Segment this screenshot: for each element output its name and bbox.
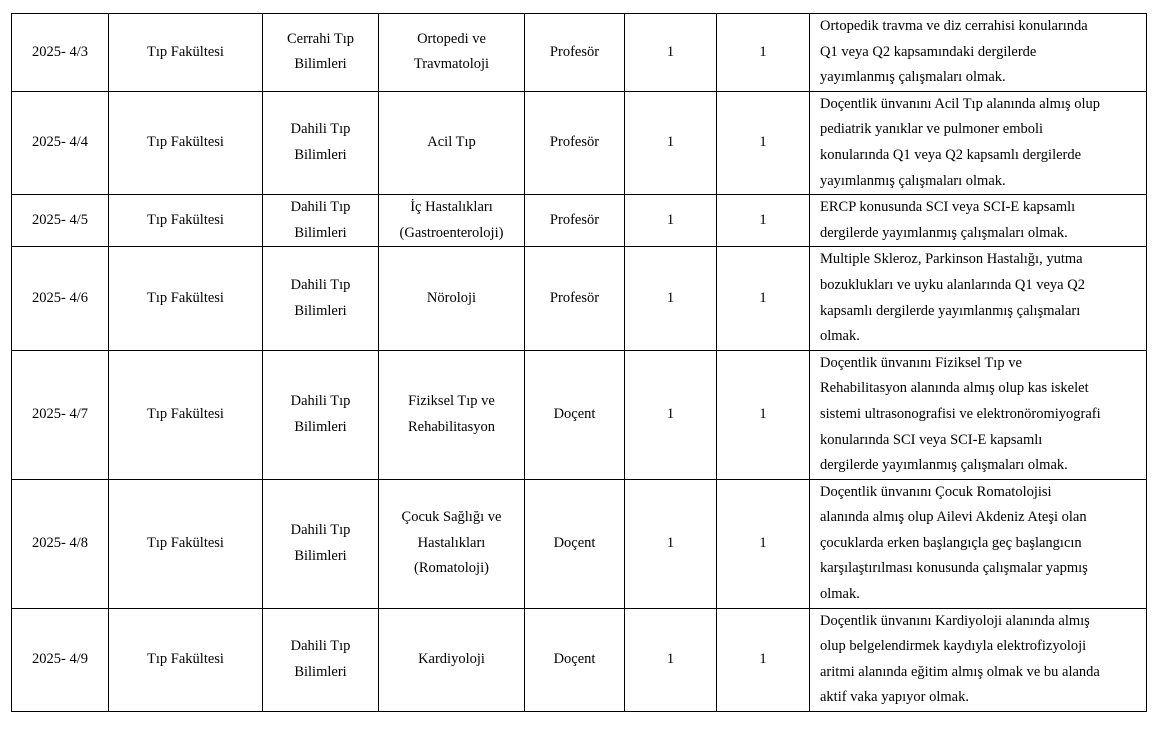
department-cell: [379, 14, 525, 92]
requirement-line: konularında Q1 veya Q2 kapsamlı dergilerde: [820, 146, 1082, 163]
section-cell: [263, 91, 379, 194]
department-line: Çocuk Sağlığı ve: [401, 509, 502, 526]
table-row: [12, 350, 1147, 479]
count-cell: 1: [717, 247, 810, 350]
requirement-line: olup belgelendirmek kaydıyla elektrofizyoloji: [820, 638, 1087, 655]
position-code-cell: 2025- 4/3: [12, 14, 109, 92]
table-body: [12, 14, 1147, 712]
requirement-line: alanında almış olup Ailevi Akdeniz Ateşi olan: [820, 509, 1087, 526]
table-row: [12, 91, 1147, 194]
section-cell: [263, 247, 379, 350]
requirement-line: Rehabilitasyon alanında almış olup kas iskelet: [820, 380, 1089, 397]
faculty-cell: Tıp Fakültesi: [109, 91, 263, 194]
count-cell: 1: [717, 91, 810, 194]
requirement-line: çocuklarda erken başlangıçla geç başlangıcın: [820, 534, 1082, 551]
requirement-line: Multiple Skleroz, Parkinson Hastalığı, yutma: [820, 251, 1083, 268]
department-line: Rehabilitasyon: [408, 418, 495, 435]
section-line: Cerrahi Tıp: [287, 30, 354, 47]
section-line: Dahili Tıp: [290, 199, 351, 216]
section-cell: [263, 479, 379, 608]
department-line: Fiziksel Tıp ve: [408, 393, 495, 410]
faculty-cell: Tıp Fakültesi: [109, 608, 263, 711]
requirement-line: yayımlanmış çalışmaları olmak.: [820, 69, 1006, 86]
requirement-line: dergilerde yayımlanmış çalışmaları olmak.: [820, 224, 1068, 241]
requirement-line: Ortopedik travma ve diz cerrahisi konularında: [820, 18, 1088, 34]
requirement-line: Doçentlik ünvanını Çocuk Romatolojisi: [820, 483, 1052, 500]
requirement-line: konularında SCI veya SCI-E kapsamlı: [820, 431, 1043, 448]
department-line: (Romatoloji): [414, 560, 489, 577]
department-line: (Gastroenteroloji): [399, 224, 504, 241]
department-cell: [379, 195, 525, 247]
requirement-line: Doçentlik ünvanını Acil Tıp alanında almış olup: [820, 95, 1101, 112]
department-line: Kardiyoloji: [418, 651, 485, 668]
requirement-line: Doçentlik ünvanını Kardiyoloji alanında almış: [820, 612, 1090, 629]
position-code-cell: 2025- 4/5: [12, 195, 109, 247]
academic-title-cell: Profesör: [525, 247, 625, 350]
section-cell: [263, 608, 379, 711]
department-cell: [379, 247, 525, 350]
requirement-line: yayımlanmış çalışmaları olmak.: [820, 172, 1006, 189]
section-line: Bilimleri: [294, 146, 347, 163]
academic-title-cell: Profesör: [525, 195, 625, 247]
requirement-line: Doçentlik ünvanını Fiziksel Tıp ve: [820, 354, 1022, 371]
requirement-line: olmak.: [820, 586, 860, 603]
department-line: Hastalıkları: [417, 534, 486, 551]
table-row: [12, 247, 1147, 350]
department-line: Acil Tıp: [427, 134, 476, 151]
count-cell: 1: [625, 247, 717, 350]
section-line: Bilimleri: [294, 224, 347, 241]
requirement-line: kapsamlı dergilerde yayımlanmış çalışmaları: [820, 302, 1081, 319]
section-line: Bilimleri: [294, 302, 347, 319]
position-code-cell: 2025- 4/6: [12, 247, 109, 350]
section-line: Bilimleri: [294, 547, 347, 564]
count-cell: 1: [625, 195, 717, 247]
requirement-line: sistemi ultrasonografisi ve elektronöromiyografi: [820, 405, 1101, 422]
requirement-cell: [810, 350, 1147, 479]
academic-title-cell: Profesör: [525, 91, 625, 194]
count-cell: 1: [625, 479, 717, 608]
requirement-line: karşılaştırılması konusunda çalışmalar yapmış: [820, 560, 1088, 577]
requirement-line: pediatrik yanıklar ve pulmoner emboli: [820, 121, 1044, 138]
section-cell: [263, 14, 379, 92]
requirement-line: ERCP konusunda SCI veya SCI-E kapsamlı: [820, 199, 1076, 216]
academic-title-cell: Doçent: [525, 350, 625, 479]
requirement-cell: [810, 479, 1147, 608]
faculty-cell: Tıp Fakültesi: [109, 14, 263, 92]
section-cell: [263, 195, 379, 247]
department-line: Travmatoloji: [413, 56, 490, 73]
count-cell: 1: [717, 350, 810, 479]
section-cell: [263, 350, 379, 479]
requirement-cell: [810, 14, 1147, 92]
count-cell: 1: [625, 608, 717, 711]
requirement-cell: [810, 608, 1147, 711]
section-line: Dahili Tıp: [290, 276, 351, 293]
requirement-line: Q1 veya Q2 kapsamındaki dergilerde: [820, 43, 1037, 60]
requirement-cell: [810, 91, 1147, 194]
academic-title-cell: Doçent: [525, 608, 625, 711]
requirement-line: bozuklukları ve uyku alanlarında Q1 veya Q2: [820, 276, 1085, 293]
department-cell: [379, 91, 525, 194]
table-row: [12, 479, 1147, 608]
positions-table: [11, 13, 1147, 712]
academic-title-cell: Doçent: [525, 479, 625, 608]
table-row: [12, 608, 1147, 711]
section-line: Dahili Tıp: [290, 393, 351, 410]
requirement-cell: [810, 247, 1147, 350]
faculty-cell: Tıp Fakültesi: [109, 247, 263, 350]
faculty-cell: Tıp Fakültesi: [109, 350, 263, 479]
section-line: Bilimleri: [294, 663, 347, 680]
count-cell: 1: [717, 608, 810, 711]
count-cell: 1: [625, 350, 717, 479]
count-cell: 1: [717, 14, 810, 92]
requirement-line: olmak.: [820, 328, 860, 345]
count-cell: 1: [717, 479, 810, 608]
department-line: Nöroloji: [426, 289, 477, 306]
section-line: Bilimleri: [294, 56, 347, 73]
requirement-line: aritmi alanında eğitim almış olmak ve bu alanda: [820, 663, 1100, 680]
section-line: Bilimleri: [294, 418, 347, 435]
position-code-cell: 2025- 4/9: [12, 608, 109, 711]
position-code-cell: 2025- 4/7: [12, 350, 109, 479]
section-line: Dahili Tıp: [290, 638, 351, 655]
department-cell: [379, 479, 525, 608]
department-line: Ortopedi ve: [417, 30, 486, 47]
requirement-cell: [810, 195, 1147, 247]
department-cell: [379, 350, 525, 479]
section-line: Dahili Tıp: [290, 121, 351, 138]
position-code-cell: 2025- 4/8: [12, 479, 109, 608]
faculty-cell: Tıp Fakültesi: [109, 195, 263, 247]
faculty-cell: Tıp Fakültesi: [109, 479, 263, 608]
department-line: İç Hastalıkları: [410, 199, 493, 216]
count-cell: 1: [625, 91, 717, 194]
requirement-line: aktif vaka yapıyor olmak.: [820, 689, 969, 706]
count-cell: 1: [717, 195, 810, 247]
department-cell: [379, 608, 525, 711]
table-row: [12, 14, 1147, 92]
table-row: [12, 195, 1147, 247]
count-cell: 1: [625, 14, 717, 92]
position-code-cell: 2025- 4/4: [12, 91, 109, 194]
academic-title-cell: Profesör: [525, 14, 625, 92]
requirement-line: dergilerde yayımlanmış çalışmaları olmak.: [820, 457, 1068, 474]
section-line: Dahili Tıp: [290, 522, 351, 539]
